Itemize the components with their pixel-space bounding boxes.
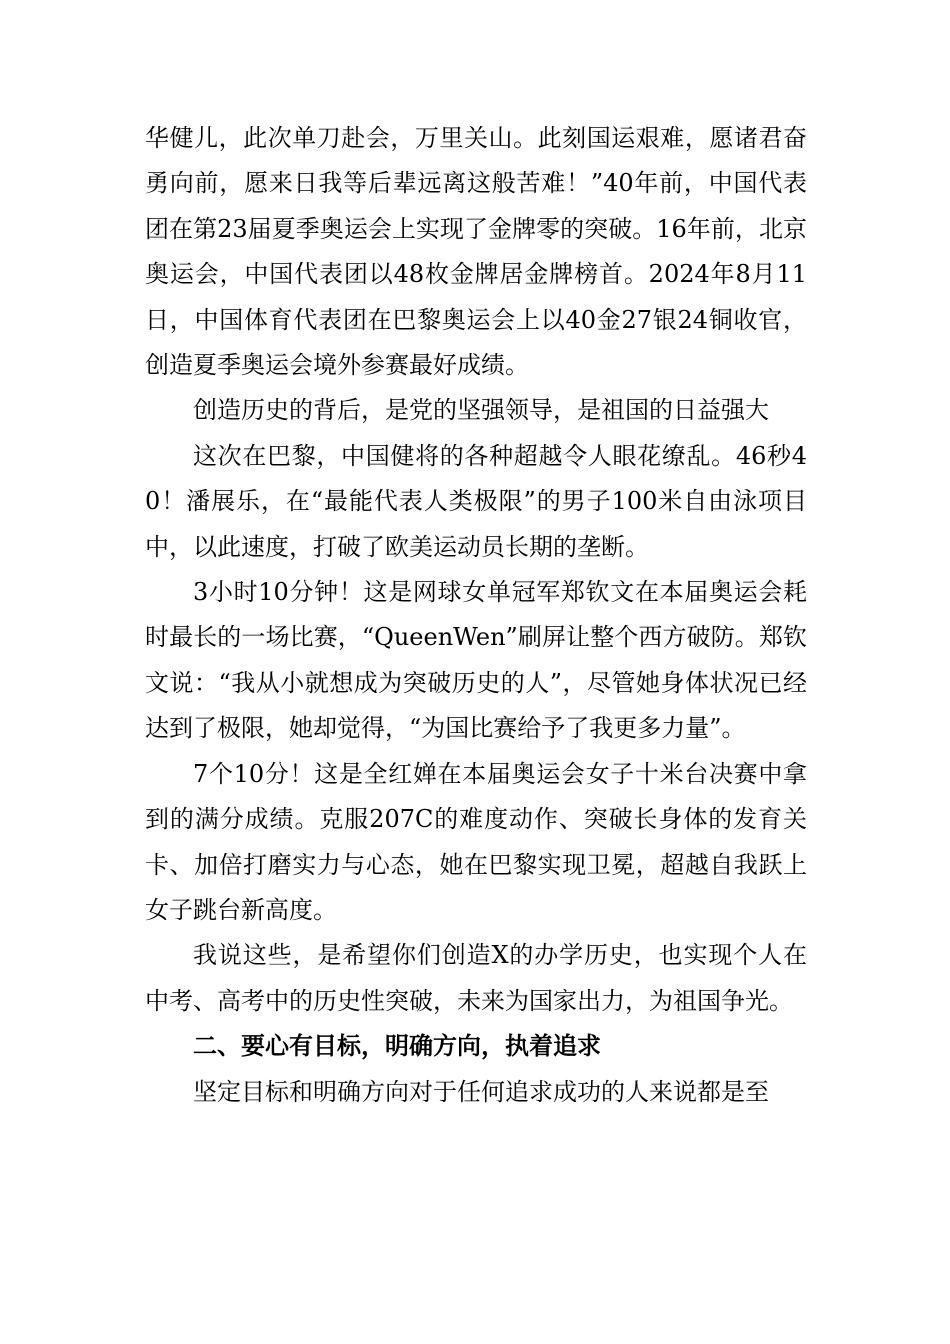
paragraph-continuation: 华健儿，此次单刀赴会，万里关山。此刻国运艰难，愿诸君奋勇向前，愿来日我等后辈远离这般苦难！”40年前，中国代表团在第23届夏季奥运会上实现了金牌零的突破。16年前，北京奥运会，中国代表团以48枚金牌居金牌榜首。2024年8月11日，中国体育代表团在巴黎奥运会上以40金27银24铜收官，创造夏季奥运会境外参赛最好成绩。: [145, 124, 807, 380]
paragraph-goals: 坚定目标和明确方向对于任何追求成功的人来说都是至: [193, 1077, 769, 1106]
paragraph-zheng-qinwen: 3小时10分钟！这是网球女单冠军郑钦文在本届奥运会耗时最长的一场比赛，“QueenWen”刷屏让整个西方破防。郑钦文说：“我从小就想成为突破历史的人”，尽管她身体状况已经达到了极限，她却觉得，“为国比赛给予了我更多力量”。: [145, 578, 807, 743]
document-body: [145, 116, 807, 1115]
paragraph-pan-zhanle: 这次在巴黎，中国健将的各种超越令人眼花缭乱。46秒40！潘展乐，在“最能代表人类极限”的男子100米自由泳项目中，以此速度，打破了欧美运动员长期的垄断。: [145, 441, 807, 561]
paragraph-hope: 我说这些，是希望你们创造X的办学历史，也实现个人在中考、高考中的历史性突破，未来为国家出力，为祖国争光。: [145, 941, 807, 1015]
paragraph-subtitle: 创造历史的背后，是党的坚强领导，是祖国的日益强大: [193, 396, 769, 425]
section-heading: 二、要心有目标，明确方向，执着追求: [193, 1032, 601, 1061]
paragraph-quan-hongchan: 7个10分！这是全红婵在本届奥运会女子十米台决赛中拿到的满分成绩。克服207C的难度动作、突破长身体的发育关卡、加倍打磨实力与心态，她在巴黎实现卫冕，超越自我跃上女子跳台新高度。: [145, 759, 807, 924]
